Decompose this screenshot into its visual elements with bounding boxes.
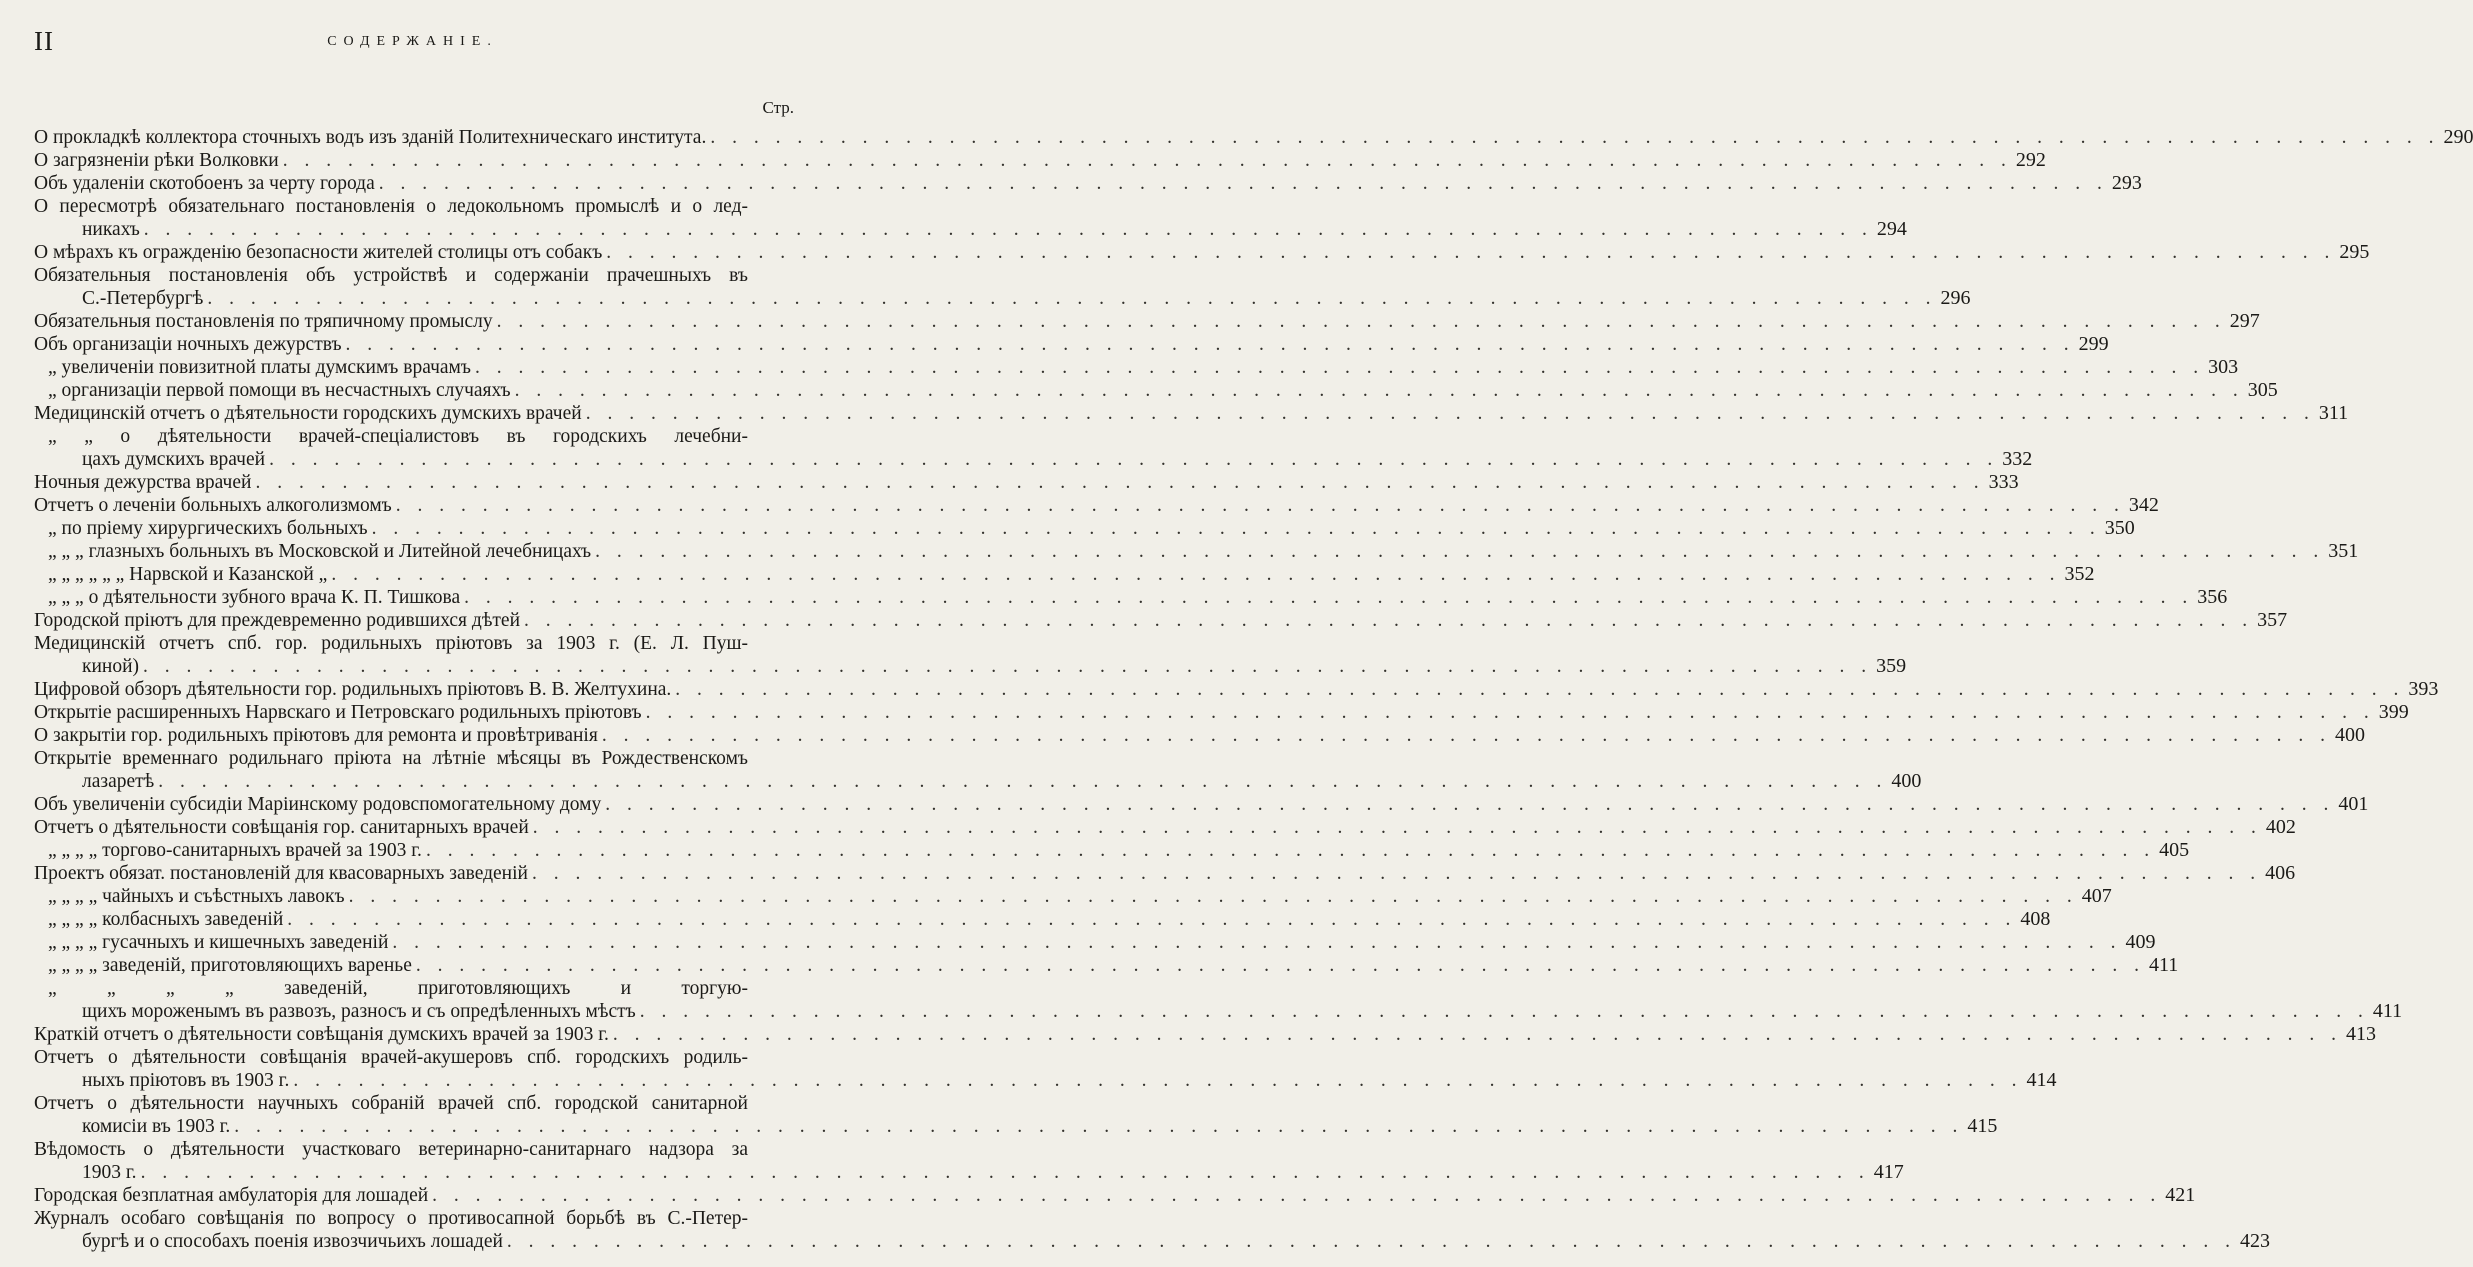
- toc-entry: [34, 563, 2095, 586]
- dot-leader: . . . . . . . . . . . . . . . . . . . . . . . . . . . . . . . . . . . . . . . . . . . . . . . . . . . . . . . . . . . . . . . . . . . . . . . . . . . . . . . .: [348, 886, 2078, 907]
- toc-entry: [34, 678, 2439, 701]
- dot-leader: . . . . . . . . . . . . . . . . . . . . . . . . . . . . . . . . . . . . . . . . . . . . . . . . . . . . . . . . . . . . . . . . . . . . . . . . . . . . . . . .: [255, 472, 1985, 493]
- toc-entry-text: Городская безплатная амбулаторія для лошадей: [34, 1185, 429, 1206]
- dot-leader: . . . . . . . . . . . . . . . . . . . . . . . . . . . . . . . . . . . . . . . . . . . . . . . . . . . . . . . . . . . . . . . . . . . . . . . . . . . . . . . .: [282, 150, 2012, 171]
- toc-entry: [34, 195, 1907, 241]
- toc-entry-text: 1903 г.: [82, 1162, 137, 1183]
- toc-entry-text: „ „ „ „ гусачныхъ и кишечныхъ заведеній: [48, 932, 389, 953]
- dot-leader: . . . . . . . . . . . . . . . . . . . . . . . . . . . . . . . . . . . . . . . . . . . . . . . . . . . . . . . . . . . . . . . . . . . . . . . . . . . . . . . .: [432, 1185, 2162, 1206]
- toc-entry-text: Цифровой обзоръ дѣятельности гор. родильныхъ пріютовъ В. В. Желтухина.: [34, 679, 672, 700]
- toc-entry-text: Объ удаленіи скотобоенъ за черту города: [34, 173, 375, 194]
- dot-leader: . . . . . . . . . . . . . . . . . . . . . . . . . . . . . . . . . . . . . . . . . . . . . . . . . . . . . . . . . . . . . . . . . . . . . . . . . . . . . . . .: [639, 1001, 2369, 1022]
- toc-page-number: 293: [2111, 172, 2142, 194]
- dot-leader: . . . . . . . . . . . . . . . . . . . . . . . . . . . . . . . . . . . . . . . . . . . . . . . . . . . . . . . . . . . . . . . . . . . . . . . . . . . . . . . .: [612, 1024, 2343, 1045]
- dot-leader: . . . . . . . . . . . . . . . . . . . . . . . . . . . . . . . . . . . . . . . . . . . . . . . . . . . . . . . . . . . . . . . . . . . . . . . . . . . . . . . .: [606, 242, 2336, 263]
- toc-entry-text: киной): [82, 656, 140, 677]
- toc-entry: [34, 1184, 2196, 1207]
- toc-page-number: 417: [1873, 1161, 1904, 1183]
- toc-entry: [34, 379, 2278, 402]
- toc-page-number: 413: [2346, 1023, 2377, 1045]
- toc-entry: [34, 149, 2046, 172]
- toc-entry-text: Отчетъ о дѣятельности совѣщанія гор. санитарныхъ врачей: [34, 817, 529, 838]
- dot-leader: . . . . . . . . . . . . . . . . . . . . . . . . . . . . . . . . . . . . . . . . . . . . . . . . . . . . . . . . . . . . . . . . . . . . . . . . . . . . . . . .: [269, 449, 1999, 470]
- toc-page-number: 294: [1876, 218, 1907, 240]
- dot-leader: . . . . . . . . . . . . . . . . . . . . . . . . . . . . . . . . . . . . . . . . . . . . . . . . . . . . . . . . . . . . . . . . . . . . . . . . . . . . . . . .: [415, 955, 2145, 976]
- toc-entry-text: Объ увеличеніи субсидіи Маріинскому родовспомогательному дому: [34, 794, 602, 815]
- toc-entry: [34, 310, 2260, 333]
- toc-entry-text: „ „ „ „ торгово-санитарныхъ врачей за 1903 г.: [48, 840, 422, 861]
- dot-leader: . . . . . . . . . . . . . . . . . . . . . . . . . . . . . . . . . . . . . . . . . . . . . . . . . . . . . . . . . . . . . . . . . . . . . . . . . . . . . . . .: [496, 311, 2226, 332]
- dot-leader: . . . . . . . . . . . . . . . . . . . . . . . . . . . . . . . . . . . . . . . . . . . . . . . . . . . . . . . . . . . . . . . . . . . . . . . . . . . . . . . .: [675, 679, 2405, 700]
- dot-leader: . . . . . . . . . . . . . . . . . . . . . . . . . . . . . . . . . . . . . . . . . . . . . . . . . . . . . . . . . . . . . . . . . . . . . . . . . . . . . . . .: [207, 288, 1937, 309]
- dot-leader: . . . . . . . . . . . . . . . . . . . . . . . . . . . . . . . . . . . . . . . . . . . . . . . . . . . . . . . . . . . . . . . . . . . . . . . . . . . . . . . .: [293, 1070, 2023, 1091]
- toc-page-number: 359: [1876, 655, 1907, 677]
- dot-leader: . . . . . . . . . . . . . . . . . . . . . . . . . . . . . . . . . . . . . . . . . . . . . . . . . . . . . . . . . . . . . . . . . . . . . . . . . . . . . . . .: [140, 1162, 1870, 1183]
- toc-entry: [34, 609, 2288, 632]
- dot-leader: . . . . . . . . . . . . . . . . . . . . . . . . . . . . . . . . . . . . . . . . . . . . . . . . . . . . . . . . . . . . . . . . . . . . . . . . . . . . . . . .: [585, 403, 2315, 424]
- dot-leader: . . . . . . . . . . . . . . . . . . . . . . . . . . . . . . . . . . . . . . . . . . . . . . . . . . . . . . . . . . . . . . . . . . . . . . . . . . . . . . . .: [531, 863, 2262, 884]
- dot-leader: . . . . . . . . . . . . . . . . . . . . . . . . . . . . . . . . . . . . . . . . . . . . . . . . . . . . . . . . . . . . . . . . . . . . . . . . . . . . . . . .: [378, 173, 2108, 194]
- toc-entry: [34, 494, 2159, 517]
- toc-page-number: 406: [2265, 862, 2296, 884]
- toc-entry-text: Ночныя дежурства врачей: [34, 472, 252, 493]
- toc-page-number: 333: [1988, 471, 2019, 493]
- toc-page-number: 303: [2208, 356, 2239, 378]
- toc-entry: [34, 172, 2142, 195]
- toc-entry: [34, 356, 2239, 379]
- toc-entry-text: „ „ „ „ чайныхъ и съѣстныхъ лавокъ: [48, 886, 345, 907]
- page-column-label: Стр.: [762, 98, 794, 117]
- toc-entry: [34, 586, 2228, 609]
- toc-page-number: 299: [2078, 333, 2109, 355]
- dot-leader: . . . . . . . . . . . . . . . . . . . . . . . . . . . . . . . . . . . . . . . . . . . . . . . . . . . . . . . . . . . . . . . . . . . . . . . . . . . . . . . .: [514, 380, 2244, 401]
- toc-entry-text: Открытіе временнаго родильнаго пріюта на лѣтніе мѣсяцы въ Рождественскомъ: [34, 748, 748, 769]
- dot-leader: . . . . . . . . . . . . . . . . . . . . . . . . . . . . . . . . . . . . . . . . . . . . . . . . . . . . . . . . . . . . . . . . . . . . . . . . . . . . . . . .: [532, 817, 2262, 838]
- toc-entry-text: Проектъ обязат. постановленій для квасоварныхъ заведеній: [34, 863, 528, 884]
- toc-page-number: 357: [2257, 609, 2288, 631]
- toc-page-number: 411: [2372, 1000, 2403, 1022]
- toc-entry-text: Объ организаціи ночныхъ дежурствъ: [34, 334, 342, 355]
- dot-leader: . . . . . . . . . . . . . . . . . . . . . . . . . . . . . . . . . . . . . . . . . . . . . . . . . . . . . . . . . . . . . . . . . . . . . . . . . . . . . . . .: [287, 909, 2017, 930]
- toc-entry-text: „ „ о дѣятельности врачей-спеціалистовъ въ городскихъ лечебни-: [48, 426, 748, 447]
- toc-entry-text: Открытіе расширенныхъ Нарвскаго и Петровскаго родильныхъ пріютовъ: [34, 702, 642, 723]
- toc-entry: [34, 793, 2369, 816]
- dot-leader: . . . . . . . . . . . . . . . . . . . . . . . . . . . . . . . . . . . . . . . . . . . . . . . . . . . . . . . . . . . . . . . . . . . . . . . . . . . . . . . .: [474, 357, 2205, 378]
- toc-page-number: 297: [2229, 310, 2260, 332]
- toc-entry-text: О закрытіи гор. родильныхъ пріютовъ для ремонта и провѣтриванія: [34, 725, 598, 746]
- toc-entry: [34, 954, 2179, 977]
- toc-entry-text: комисіи въ 1903 г.: [82, 1116, 231, 1137]
- toc-entry-text: Обязательныя постановленія объ устройствѣ и содержаніи прачешныхъ въ: [34, 265, 748, 286]
- dot-leader: . . . . . . . . . . . . . . . . . . . . . . . . . . . . . . . . . . . . . . . . . . . . . . . . . . . . . . . . . . . . . . . . . . . . . . . . . . . . . . . .: [645, 702, 2375, 723]
- toc-entry-text: „ „ „ „ заведеній, приготовляющихъ и торгую-: [48, 978, 748, 999]
- toc-page-number: 292: [2015, 149, 2046, 171]
- toc-page-number: 350: [2104, 517, 2135, 539]
- toc-entry-text: „ „ „ „ колбасныхъ заведеній: [48, 909, 284, 930]
- toc-page-number: 407: [2081, 885, 2112, 907]
- dot-leader: . . . . . . . . . . . . . . . . . . . . . . . . . . . . . . . . . . . . . . . . . . . . . . . . . . . . . . . . . . . . . . . . . . . . . . . . . . . . . . . .: [464, 587, 2194, 608]
- toc-entry: [34, 333, 2109, 356]
- dot-leader: . . . . . . . . . . . . . . . . . . . . . . . . . . . . . . . . . . . . . . . . . . . . . . . . . . . . . . . . . . . . . . . . . . . . . . . . . . . . . . . .: [506, 1231, 2237, 1252]
- toc-entry-text: „ „ „ „ „ „ Нарвской и Казанской „: [48, 564, 328, 585]
- toc-entry: [34, 517, 2135, 540]
- toc-entry-text: „ „ „ о дѣятельности зубного врача К. П. Тишкова: [48, 587, 461, 608]
- dot-leader: . . . . . . . . . . . . . . . . . . . . . . . . . . . . . . . . . . . . . . . . . . . . . . . . . . . . . . . . . . . . . . . . . . . . . . . . . . . . . . . .: [595, 541, 2325, 562]
- toc-page-number: 414: [2026, 1069, 2057, 1091]
- toc-entry-text: Медицинскій отчетъ спб. гор. родильныхъ пріютовъ за 1903 г. (Е. Л. Пуш-: [34, 633, 748, 654]
- toc-entry-text: Обязательныя постановленія по тряпичному промыслу: [34, 311, 493, 332]
- toc-entry-text: О прокладкѣ коллектора сточныхъ водъ изъ зданій Политехническаго института.: [34, 127, 707, 148]
- toc-entry-text: „ „ „ „ заведеній, приготовляющихъ варенье: [48, 955, 412, 976]
- toc-entry: [34, 839, 2190, 862]
- page-number: II: [34, 26, 54, 56]
- toc-entry: [34, 425, 2033, 471]
- toc-entry-text: Городской пріютъ для преждевременно родившихся дѣтей: [34, 610, 521, 631]
- toc-page-number: 423: [2240, 1230, 2271, 1252]
- dot-leader: . . . . . . . . . . . . . . . . . . . . . . . . . . . . . . . . . . . . . . . . . . . . . . . . . . . . . . . . . . . . . . . . . . . . . . . . . . . . . . . .: [710, 127, 2440, 148]
- toc-page-number: 295: [2339, 241, 2370, 263]
- toc-entry-text: С.-Петербургѣ: [82, 288, 204, 309]
- toc-page-number: 409: [2125, 931, 2156, 953]
- toc-entry-text: „ „ „ глазныхъ больныхъ въ Московской и Литейной лечебницахъ: [48, 541, 592, 562]
- toc-page-number: 352: [2064, 563, 2095, 585]
- toc-page-number: 399: [2378, 701, 2409, 723]
- dot-leader: . . . . . . . . . . . . . . . . . . . . . . . . . . . . . . . . . . . . . . . . . . . . . . . . . . . . . . . . . . . . . . . . . . . . . . . . . . . . . . . .: [234, 1116, 1964, 1137]
- toc-page-number: 421: [2165, 1184, 2196, 1206]
- toc-entry: [34, 264, 1971, 310]
- dot-leader: . . . . . . . . . . . . . . . . . . . . . . . . . . . . . . . . . . . . . . . . . . . . . . . . . . . . . . . . . . . . . . . . . . . . . . . . . . . . . . . .: [601, 725, 2331, 746]
- toc-entry: [34, 724, 2365, 747]
- toc-entry: [34, 977, 2403, 1023]
- dot-leader: . . . . . . . . . . . . . . . . . . . . . . . . . . . . . . . . . . . . . . . . . . . . . . . . . . . . . . . . . . . . . . . . . . . . . . . . . . . . . . . .: [392, 932, 2122, 953]
- toc-entry-text: „ организаціи первой помощи въ несчастныхъ случаяхъ: [48, 380, 511, 401]
- toc-entry-text: цахъ думскихъ врачей: [82, 449, 266, 470]
- dot-leader: . . . . . . . . . . . . . . . . . . . . . . . . . . . . . . . . . . . . . . . . . . . . . . . . . . . . . . . . . . . . . . . . . . . . . . . . . . . . . . . .: [143, 219, 1873, 240]
- toc-entry-text: бургѣ и о способахъ поенія извозчичьихъ лошадей: [82, 1231, 503, 1252]
- toc-entry: [34, 1046, 2057, 1092]
- toc-entry: [34, 241, 2370, 264]
- dot-leader: . . . . . . . . . . . . . . . . . . . . . . . . . . . . . . . . . . . . . . . . . . . . . . . . . . . . . . . . . . . . . . . . . . . . . . . . . . . . . . . .: [425, 840, 2156, 861]
- toc-entry: [34, 1023, 2377, 1046]
- toc-entry-text: Отчетъ о леченіи больныхъ алкоголизмомъ: [34, 495, 392, 516]
- toc-page-number: 311: [2318, 402, 2349, 424]
- toc-page-number: 411: [2148, 954, 2179, 976]
- toc-entry-text: О пересмотрѣ обязательнаго постановленія о ледокольномъ промыслѣ и о лед-: [34, 196, 748, 217]
- toc-entry: [34, 701, 2409, 724]
- toc-entry: [34, 632, 1907, 678]
- toc-entry-text: Краткій отчетъ о дѣятельности совѣщанія думскихъ врачей за 1903 г.: [34, 1024, 609, 1045]
- toc-entry-text: никахъ: [82, 219, 140, 240]
- toc-entry-text: Отчетъ о дѣятельности научныхъ собраній врачей спб. городской санитарной: [34, 1093, 748, 1114]
- dot-leader: . . . . . . . . . . . . . . . . . . . . . . . . . . . . . . . . . . . . . . . . . . . . . . . . . . . . . . . . . . . . . . . . . . . . . . . . . . . . . . . .: [158, 771, 1888, 792]
- toc-entry: [34, 402, 2349, 425]
- toc-page-number: 405: [2159, 839, 2190, 861]
- dot-leader: . . . . . . . . . . . . . . . . . . . . . . . . . . . . . . . . . . . . . . . . . . . . . . . . . . . . . . . . . . . . . . . . . . . . . . . . . . . . . . . .: [143, 656, 1873, 677]
- toc-page-number: 342: [2128, 494, 2159, 516]
- toc-entry-text: Медицинскій отчетъ о дѣятельности городскихъ думскихъ врачей: [34, 403, 582, 424]
- toc-page-number: 356: [2197, 586, 2228, 608]
- toc-entry: [34, 885, 2112, 908]
- toc-entry-text: „ увеличеніи повизитной платы думскимъ врачамъ: [48, 357, 471, 378]
- toc-entry: [34, 908, 2051, 931]
- toc-entry: [34, 1092, 1998, 1138]
- toc-page-number: 400: [1891, 770, 1922, 792]
- toc-entry: [34, 1207, 2271, 1253]
- toc-page-number: 415: [1967, 1115, 1998, 1137]
- toc-entry-text: О мѣрахъ къ огражденію безопасности жителей столицы отъ собакъ: [34, 242, 603, 263]
- toc-entry-text: О загрязненіи рѣки Волковки: [34, 150, 279, 171]
- toc-page-number: 393: [2408, 678, 2439, 700]
- dot-leader: . . . . . . . . . . . . . . . . . . . . . . . . . . . . . . . . . . . . . . . . . . . . . . . . . . . . . . . . . . . . . . . . . . . . . . . . . . . . . . . .: [395, 495, 2125, 516]
- toc-entry: [34, 931, 2156, 954]
- toc-entry-text: Отчетъ о дѣятельности совѣщанія врачей-акушеровъ спб. городскихъ родиль-: [34, 1047, 748, 1068]
- toc-page-number: 332: [2002, 448, 2033, 470]
- toc-page-number: 402: [2265, 816, 2296, 838]
- toc-page-number: 400: [2334, 724, 2365, 746]
- toc-entry-text: Журналъ особаго совѣщанія по вопросу о противосапной борьбѣ въ С.-Петер-: [34, 1208, 748, 1229]
- toc-entry-text: ныхъ пріютовъ въ 1903 г.: [82, 1070, 290, 1091]
- toc-entry: [34, 747, 1922, 793]
- toc-page-number: 305: [2247, 379, 2278, 401]
- dot-leader: . . . . . . . . . . . . . . . . . . . . . . . . . . . . . . . . . . . . . . . . . . . . . . . . . . . . . . . . . . . . . . . . . . . . . . . . . . . . . . . .: [345, 334, 2075, 355]
- page-title: СОДЕРЖАНIЕ.: [327, 34, 498, 49]
- dot-leader: . . . . . . . . . . . . . . . . . . . . . . . . . . . . . . . . . . . . . . . . . . . . . . . . . . . . . . . . . . . . . . . . . . . . . . . . . . . . . . . .: [524, 610, 2254, 631]
- toc-entry-text: щихъ мороженымъ въ развозъ, разносъ и съ опредѣленныхъ мѣстъ: [82, 1001, 636, 1022]
- toc-entry: [34, 1138, 1904, 1184]
- dot-leader: . . . . . . . . . . . . . . . . . . . . . . . . . . . . . . . . . . . . . . . . . . . . . . . . . . . . . . . . . . . . . . . . . . . . . . . . . . . . . . . .: [371, 518, 2101, 539]
- toc-entry: [34, 862, 2296, 885]
- toc-entry-text: „ по пріему хирургическихъ больныхъ: [48, 518, 368, 539]
- toc-entry: [34, 126, 2473, 149]
- table-of-contents: [34, 126, 2473, 1253]
- toc-page-number: 290: [2443, 126, 2473, 148]
- toc-page-number: 296: [1940, 287, 1971, 309]
- dot-leader: . . . . . . . . . . . . . . . . . . . . . . . . . . . . . . . . . . . . . . . . . . . . . . . . . . . . . . . . . . . . . . . . . . . . . . . . . . . . . . . .: [605, 794, 2335, 815]
- toc-entry: [34, 816, 2296, 839]
- dot-leader: . . . . . . . . . . . . . . . . . . . . . . . . . . . . . . . . . . . . . . . . . . . . . . . . . . . . . . . . . . . . . . . . . . . . . . . . . . . . . . . .: [331, 564, 2061, 585]
- toc-entry: [34, 540, 2359, 563]
- toc-page-number: 401: [2338, 793, 2369, 815]
- toc-page-number: 408: [2020, 908, 2051, 930]
- toc-entry-text: лазаретѣ: [82, 771, 155, 792]
- toc-entry: [34, 471, 2019, 494]
- toc-page-number: 351: [2328, 540, 2359, 562]
- toc-entry-text: Вѣдомость о дѣятельности участковаго ветеринарно-санитарнаго надзора за: [34, 1139, 748, 1160]
